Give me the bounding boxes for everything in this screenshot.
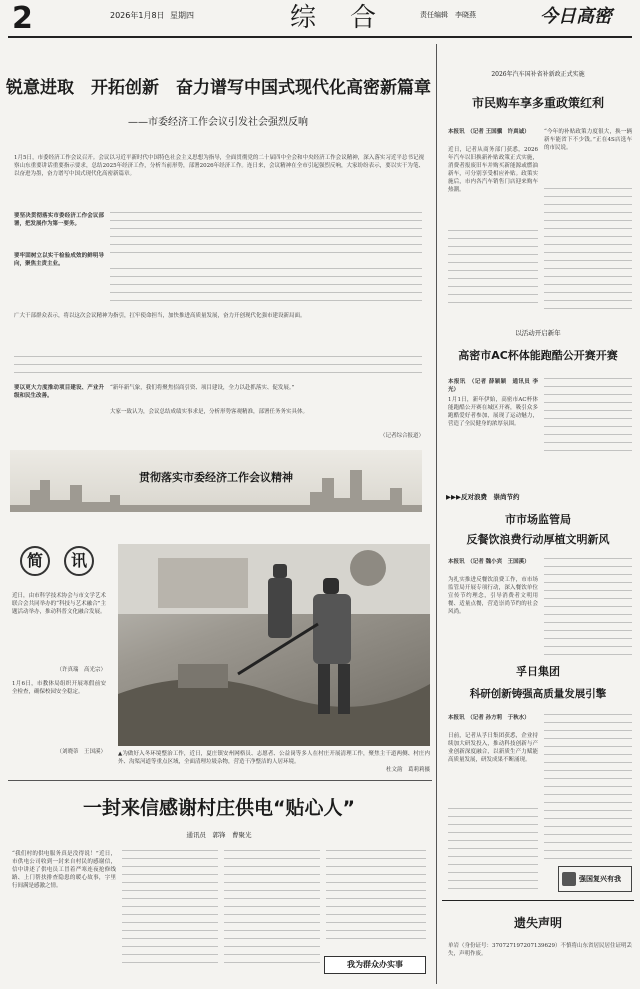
lead-source: （记者综合报道）	[379, 433, 424, 439]
feature-text-block	[224, 850, 320, 970]
fuyuan-headline-2: 科研创新铸强高质量发展引擎	[469, 688, 607, 700]
brief-label-char-1: 简	[20, 546, 50, 576]
waste-kicker: ▶▶▶反对浪费 崇尚节约	[446, 493, 520, 501]
car-body-2: “今年的补贴政策力度很大，换一辆新车能省下不少钱。”正在4S店选车的市民说。	[544, 129, 632, 151]
car-kicker: 2026年汽车国补省补新政正式实施	[491, 71, 585, 78]
brief-label	[12, 538, 104, 586]
lead-text-block	[110, 212, 422, 260]
lead-story	[6, 62, 430, 522]
feature-body: “我们村的供电服务真是没得说！”近日，市供电公司收到一封来自村民的感谢信，信中讲述了供电员工冒着严寒连夜抢修线路、上门帮扶排查隐患的暖心故事，字里行间满是感激之情。	[12, 851, 116, 889]
masthead-rule	[8, 36, 632, 38]
flag-icon	[562, 872, 576, 886]
waste-story	[442, 492, 634, 658]
parkour-text-block	[544, 378, 632, 452]
notice-title: 遗失声明	[513, 916, 562, 930]
photo-illustration	[118, 544, 430, 746]
feature-tag: 我为群众办实事	[324, 956, 426, 974]
news-photo	[118, 544, 430, 746]
issue-date: 2026年1月8日	[110, 11, 165, 20]
fuyuan-logo-box	[558, 866, 632, 892]
lead-intro: 1月5日，市委经济工作会议召开。会议以习近平新时代中国特色社会主义思想为指导，全面贯彻党的二十届四中全会和中央经济工作会议精神，深入落实习近平总书记视察山东重要讲话重要指示要求，总结2025年经济工作，分析当前形势，部署2026年经济工作。连日来，会议精神在全市引起强烈反响，大家纷纷表示，要以实干为笔、以奋进为墨，奋力谱写中国式现代化高密新篇章。	[14, 155, 424, 177]
column-divider	[436, 44, 437, 984]
fuyuan-text-block	[448, 808, 538, 894]
parkour-body: 1月1日，新年伊始，高密市AC杯体能跑酷公开赛在城区开赛，吸引众多跑酷爱好者参加，展现了运动魅力，营造了全民健身的浓厚氛围。	[448, 397, 538, 427]
briefs	[6, 532, 110, 768]
feature-text-block	[122, 850, 218, 970]
fuyuan-text-block	[544, 714, 632, 864]
brief-item-2: 1月6日，市教体局组织开展寒假前安全检查，确保校园安全稳定。	[12, 681, 106, 695]
newspaper-logo: 今日高密	[540, 6, 612, 27]
brief-item-1: 近日，由市科学技术协会与市文学艺术联合会共同举办的“科技与艺术融合”主题活动举办，推动科普文化融合发展。	[12, 593, 106, 615]
photo-caption: ▲为做好入冬环境整治工作，近日，夏庄镇安州网格员、志愿者、公益岗等多人在村庄开展清理工作，聚焦主干道两侧、村庄内外、沟渠河道等重点区域，全面清理垃圾杂物，营造干净整洁的人居环境。	[118, 751, 430, 765]
lost-notice	[442, 900, 634, 984]
feature-text-block	[326, 850, 426, 946]
waste-text-block	[544, 558, 632, 656]
fuyuan-story	[442, 660, 634, 898]
brief-item-2-source: （刘晓蒂 王国溪）	[56, 749, 106, 755]
page-number: 2	[12, 1, 33, 36]
waste-headline-2: 反餐饮浪费行动厚植文明新风	[466, 533, 610, 546]
lead-quote-3: 要以更大力度推动项目建设、产业升级和民生改善。	[14, 385, 104, 399]
fuyuan-logo-text: 强国复兴有我	[579, 875, 621, 883]
parkour-byline: 本报讯 （记者 薛颖颖 通讯员 李光）	[448, 379, 538, 393]
parkour-story	[442, 322, 634, 492]
waste-byline: 本报讯 （记者 魏小宾 王国溪）	[448, 559, 530, 565]
lead-banner	[10, 450, 422, 512]
photo-credit: 杜文韵 葛莉莉摄	[385, 767, 430, 773]
page-editor: 责任编辑 李晓燕	[420, 11, 476, 19]
car-text-block	[448, 230, 538, 310]
waste-body: 为扎实推进反餐饮浪费工作，市市场监管局开展专项行动，深入餐饮单位宣传节约理念，引导消费者文明用餐、适量点餐，营造崇尚节约的社会风尚。	[448, 577, 538, 615]
car-text-block	[544, 188, 632, 310]
masthead	[0, 0, 640, 40]
issue-weekday: 星期四	[170, 11, 194, 20]
feature-headline: 一封来信感谢村庄供电“贴心人”	[83, 797, 355, 819]
lead-headline: 锐意进取 开拓创新 奋力谱写中国式现代化高密新篇章	[6, 78, 431, 98]
car-headline: 市民购车享多重政策红利	[471, 96, 604, 110]
feature-story	[6, 784, 432, 984]
lead-subhead: ——市委经济工作会议引发社会强烈反响	[128, 117, 308, 128]
section-title: 综 合	[290, 3, 381, 33]
parkour-headline: 高密市AC杯体能跑酷公开赛开赛	[458, 349, 618, 362]
car-body: 近日，记者从商务部门获悉，2026年汽车以旧换新补贴政策正式实施，消费者报废旧车并购买新能源或燃油新车，可分别享受相应补贴。政策实施后，市内各汽车销售门店迎来购车热潮。	[448, 147, 538, 193]
feature-byline: 通讯员 郭锋 曹聚光	[186, 831, 252, 839]
lead-quote-2: 要牢固树立以实干检验成效的鲜明导向，聚焦主责主业。	[14, 253, 104, 267]
brief-item-1-source: （许真瑞 高光宗）	[56, 667, 106, 673]
lead-body-1: 广大干部群众表示，将以这次会议精神为指引，扛牢使命担当，加快推进高质量发展，奋力开创现代化强市建设新局面。	[14, 313, 306, 319]
lead-body-2: “新年新气象，我们将聚焦招商引资、项目建设，全力以赴抓落实、促发展。”	[110, 385, 295, 391]
notice-rule	[442, 900, 634, 901]
lead-text-block	[14, 356, 422, 380]
fuyuan-headline-1: 孚日集团	[516, 665, 560, 678]
banner-title: 贯彻落实市委经济工作会议精神	[139, 471, 293, 484]
lead-body-3: 大家一致认为，会议总结成绩实事求是，分析形势客观精准，部署任务务实具体。	[110, 409, 309, 415]
fuyuan-body: 日前，记者从孚日集团获悉，企业持续加大研发投入，推动科技创新与产业创新深度融合，以新质生产力赋能高质量发展，研发成果不断涌现。	[448, 733, 538, 763]
feature-rule	[8, 780, 432, 781]
parkour-kicker: 以活动开启新年	[515, 329, 561, 337]
lead-quote-1: 要坚决贯彻落实市委经济工作会议部署，把发展作为第一要务。	[14, 213, 104, 227]
car-byline: 本报讯 （记者 王国骥 许真诚）	[448, 129, 530, 135]
brief-label-char-2: 讯	[64, 546, 94, 576]
notice-body: 单岩（身份证号：370727197207139629）不慎将山东省居民居住证明丢失，声明作废。	[448, 943, 632, 957]
waste-headline-1: 市市场监管局	[505, 513, 571, 526]
fuyuan-byline: 本报讯 （记者 孙方莉 于秋水）	[448, 715, 530, 721]
car-subsidy-story	[442, 62, 634, 312]
lead-text-block	[110, 268, 422, 308]
